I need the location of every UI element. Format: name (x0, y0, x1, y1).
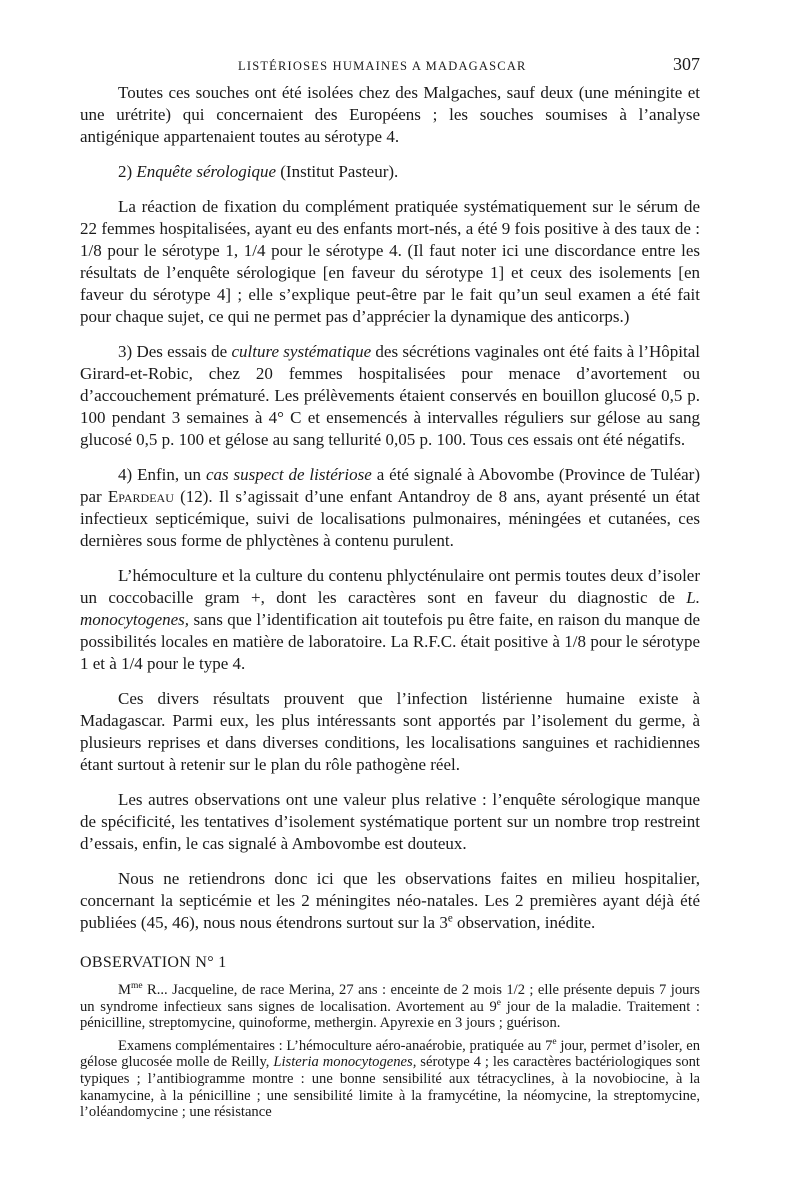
superscript: e (447, 912, 453, 925)
superscript: e (552, 1036, 557, 1047)
paragraph-suspect-case (80, 464, 700, 552)
text-run: Nous ne retiendrons donc ici que les observations faites en milieu hospitalier, concernant la septicémie et les 2 méningites néo-natales. Les 2 premières ayant déjà été publiées (45, 46), nous nous étendrons surtout sur la 3 (80, 869, 700, 932)
observation-paragraph-2 (80, 1038, 700, 1121)
text-run: jour de la maladie. Traitement : pénicilline, streptomycine, quinoforme, methergin. Apyrexie en 3 jours ; guérison. (80, 998, 700, 1032)
text-run: 4) Enfin, un (118, 465, 202, 484)
author-name: Epardeau (107, 487, 174, 506)
text-run: (12). Il s’agissait d’une enfant Antandroy de 8 ans, ayant présenté un état infectieux septicémique, suivi de localisations pulmonaires, méningées et cutanées, ces dernières sous forme de phlyctènes à contenu purulent. (80, 487, 701, 550)
observation-paragraph-1 (80, 982, 700, 1032)
text-run: M (118, 982, 131, 998)
emphasis: culture systématique (231, 342, 372, 361)
observation-heading: OBSERVATION N° 1 (80, 954, 227, 971)
paragraph-hemoculture (80, 565, 700, 675)
body-text (80, 82, 700, 1121)
paragraph-hospital-observations (80, 868, 700, 934)
page-number: 307 (673, 54, 700, 74)
section-number: 2) (118, 162, 133, 181)
emphasis: L. monocytogenes, (80, 588, 701, 629)
text-run: observation, inédite. (456, 913, 596, 932)
superscript: e (496, 997, 501, 1008)
document-page (80, 52, 700, 1127)
emphasis: cas suspect de listériose (205, 465, 372, 484)
text-run: sans que l’identification ait toutefois pu être faite, en raison du manque de possibilités locales en matière de laboratoire. La R.F.C. était positive à 1/8 pour le sérotype 1 et à 1/4 pour le type 4. (80, 610, 701, 673)
text-run: R... Jacqueline, de race Merina, 27 ans : enceinte de 2 mois 1/2 ; elle présente depuis 7 jours un syndrome infectieux sans signes de localisation. Avortement au 9 (80, 982, 700, 1015)
paragraph-culture (80, 341, 700, 451)
running-title: LISTÉRIOSES HUMAINES A MADAGASCAR (238, 59, 527, 73)
section-heading-serology (80, 161, 700, 183)
observation-text (80, 982, 700, 1121)
superscript: me (130, 981, 143, 992)
text-run: L’hémoculture et la culture du contenu phlycténulaire ont permis toutes deux d’isoler un coccobacille gram +, dont les caractères sont en faveur du diagnostic de (80, 566, 700, 607)
text-run: 3) Des essais de (118, 342, 228, 361)
page-header (80, 52, 700, 82)
section-title-rest: (Institut Pasteur). (280, 162, 399, 181)
paragraph-1: Toutes ces souches ont été isolées chez des Malgaches, sauf deux (une méningite et une urétrite) qui concernaient des Européens ; les souches soumises à l’analyse antigénique appartenaient toutes au sérotype 4. (80, 83, 700, 146)
text-run: sérotype 4 ; les caractères bactériologiques sont typiques ; l’antibiogramme montre : une bonne sensibilité aux tétracyclines, à la novobiocine, à la kanamycine, à la pénicilline ; une sensibilité limite à la framycétine, la néomycine, la streptomycine, l’oléandomycine ; une résistance (80, 1054, 700, 1121)
paragraph-other-observations: Les autres observations ont une valeur plus relative : l’enquête sérologique manque de spécificité, les tentatives d’isolement systématique portent sur un nombre trop restreint d’essais, enfin, le cas signalé à Ambovombe est douteux. (80, 790, 700, 853)
text-run: jour, permet d’isoler, en gélose glucosée molle de Reilly, (80, 1037, 701, 1071)
paragraph-serology: La réaction de fixation du complément pratiquée systématiquement sur le sérum de 22 femmes hospitalisées, ayant eu des enfants mort-nés, a été 9 fois positive à des taux de : 1/8 pour le sérotype 1, 1/4 pour le sérotype 4. (Il faut noter ici une discordance entre les résultats de l’enquête sérologique [en faveur du sérotype 1] et ceux des isolements [en faveur du sérotype 4] ; elle s’explique peut-être par le fait qu’un seul examen a été fait pour chaque sujet, ce qui ne permet pas d’apprécier la dynamique des anticorps.) (80, 197, 700, 326)
text-run: a été signalé à Abovombe (Province de Tuléar) par (80, 465, 701, 506)
emphasis: Listeria monocytogenes, (273, 1054, 417, 1071)
section-title: Enquête sérologique (136, 162, 277, 181)
text-run: Examens complémentaires : L’hémoculture aéro-anaérobie, pratiquée au 7 (118, 1037, 553, 1054)
paragraph-results: Ces divers résultats prouvent que l’infection listérienne humaine existe à Madagascar. Parmi eux, les plus intéressants sont apportés par l’isolement du germe, à plusieurs reprises et dans diverses conditions, les localisations sanguines et rachidiennes étant surtout à retenir sur le plan du rôle pathogène réel. (80, 689, 700, 774)
text-run: des sécrétions vaginales ont été faits à l’Hôpital Girard-et-Robic, chez 20 femmes hospitalisées pour menace d’avortement ou d’accouchement prématuré. Les prélèvements étaient conservés en bouillon glucosé 0,5 p. 100 pendant 3 semaines à 4° C et ensemencés à intervalles réguliers sur gélose au sang glucosé 0,5 p. 100 et gélose au sang tellurité 0,05 p. 100. Tous ces essais ont été négatifs. (80, 342, 701, 449)
